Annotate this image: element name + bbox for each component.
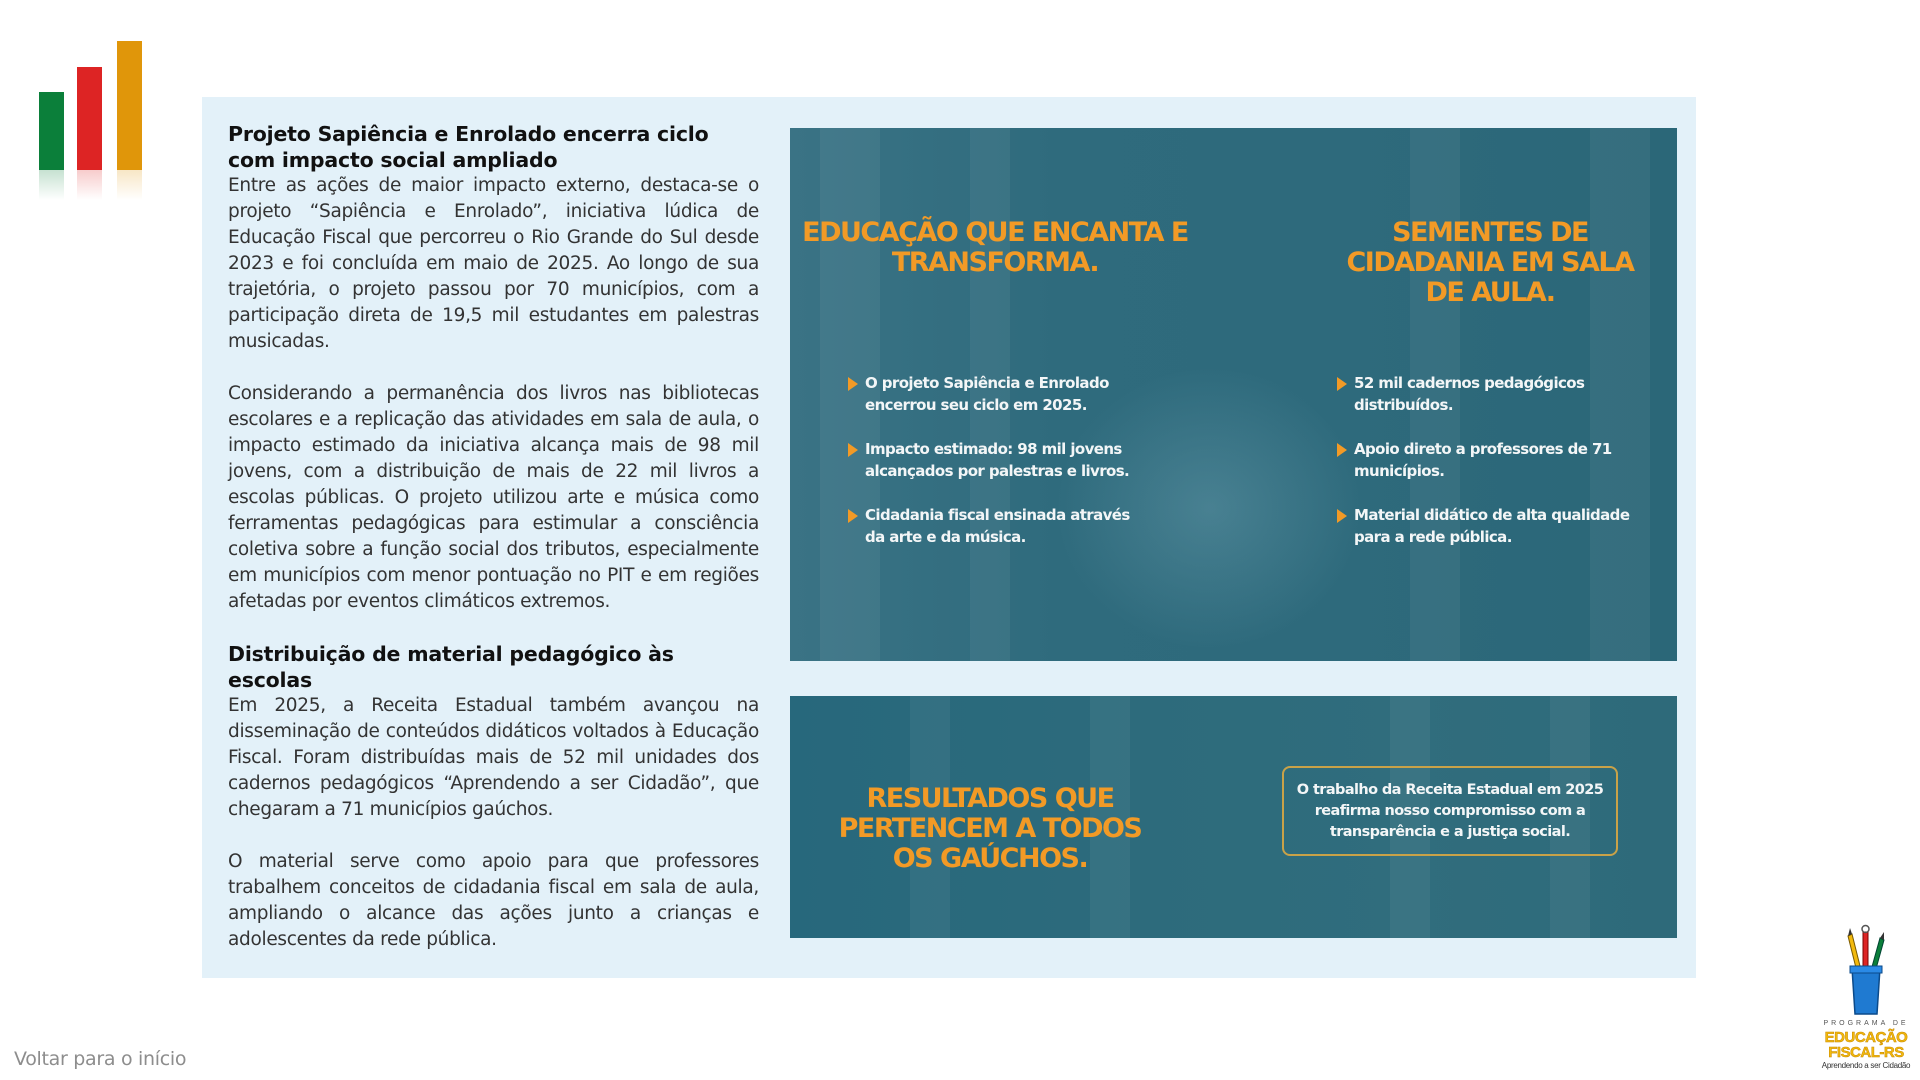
logo-tagline: Aprendendo a ser Cidadão	[1821, 1061, 1911, 1070]
bullet-text: Material didático de alta qualidade para a rede pública.	[1354, 506, 1630, 546]
bullet-item	[1337, 438, 1637, 482]
logo-reflection	[39, 155, 64, 200]
bullet-text: Impacto estimado: 98 mil jovens alcançados por palestras e livros.	[865, 440, 1130, 480]
headline-educacao: EDUCAÇÃO QUE ENCANTA E TRANSFORMA.	[802, 217, 1188, 278]
bullet-item	[848, 504, 1138, 548]
bullet-item	[1337, 504, 1637, 548]
logo-bar-gold	[117, 41, 142, 170]
section-title: Projeto Sapiência e Enrolado encerra ciclo com impacto social ampliado	[228, 122, 709, 172]
logo-reflection	[77, 155, 102, 200]
infographic-top	[790, 128, 1677, 661]
triangle-bullet-icon	[848, 377, 858, 391]
logo-reflection	[117, 155, 142, 200]
headline-sementes: SEMENTES DE CIDADANIA EM SALA DE AULA.	[1346, 217, 1634, 308]
bullet-list-left	[848, 372, 1138, 570]
logo-line-programa: PROGRAMA DE	[1823, 1020, 1909, 1027]
bar-chart-logo-icon	[38, 20, 148, 200]
headline-resultados: RESULTADOS QUE PERTENCEM A TODOS OS GAÚCHOS.	[838, 783, 1142, 874]
bullet-text: Apoio direto a professores de 71 municípios.	[1354, 440, 1612, 480]
bullet-text: 52 mil cadernos pedagógicos distribuídos.	[1354, 374, 1585, 414]
paragraph: Entre as ações de maior impacto externo, destaca-se o projeto “Sapiência e Enrolado”, iniciativa lúdica de Educação Fiscal que percorreu o Rio Grande do Sul desde 2023 e foi concluída em maio de 2025. Ao longo de sua trajetória, o projeto passou por 70 municípios, com a participação direta de 19,5 mil estudantes em palestras musicadas.	[228, 175, 759, 352]
quote-box: O trabalho da Receita Estadual em 2025 reafirma nosso compromisso com a transparência e a justiça social.	[1282, 766, 1618, 856]
program-logo	[1818, 924, 1914, 1074]
bullet-list-right	[1337, 372, 1637, 570]
paragraph: Em 2025, a Receita Estadual também avançou na disseminação de conteúdos didáticos voltados à Educação Fiscal. Foram distribuídas mais de 52 mil unidades dos cadernos pedagógicos “Aprendendo a ser Cidadão”, que chegaram a 71 municípios gaúchos.	[228, 695, 759, 820]
paragraph: O material serve como apoio para que professores trabalhem conceitos de cidadania fiscal em sala de aula, ampliando o alcance das ações junto a crianças e adolescentes da rede pública.	[228, 851, 759, 950]
bullet-item	[848, 438, 1138, 482]
bullet-text: Cidadania fiscal ensinada através da arte e da música.	[865, 506, 1130, 546]
triangle-bullet-icon	[848, 509, 858, 523]
back-to-start-link[interactable]: Voltar para o início	[14, 1048, 187, 1070]
article-text	[228, 121, 759, 953]
triangle-bullet-icon	[848, 443, 858, 457]
triangle-bullet-icon	[1337, 509, 1347, 523]
logo-line-fiscal: FISCAL-RS	[1828, 1044, 1904, 1061]
paragraph: Considerando a permanência dos livros nas bibliotecas escolares e a replicação das atividades em sala de aula, o impacto estimado da iniciativa alcança mais de 98 mil jovens, com a distribuição de mais de 22 mil livros a escolas públicas. O projeto utilizou arte e música como ferramentas pedagógicas para estimular a consciência coletiva sobre a função social dos tributos, especialmente em municípios com menor pontuação no PIT e em regiões afetadas por eventos climáticos extremos.	[228, 383, 759, 612]
bullet-item	[848, 372, 1138, 416]
section-title: Distribuição de material pedagógico às escolas	[228, 642, 674, 692]
infographic-bottom	[790, 696, 1677, 938]
bullet-text: O projeto Sapiência e Enrolado encerrou seu ciclo em 2025.	[865, 374, 1109, 414]
logo-line-educacao: EDUCAÇÃO	[1824, 1029, 1908, 1046]
triangle-bullet-icon	[1337, 377, 1347, 391]
bullet-item	[1337, 372, 1637, 416]
pencil-cup-icon	[1818, 924, 1914, 1020]
triangle-bullet-icon	[1337, 443, 1347, 457]
